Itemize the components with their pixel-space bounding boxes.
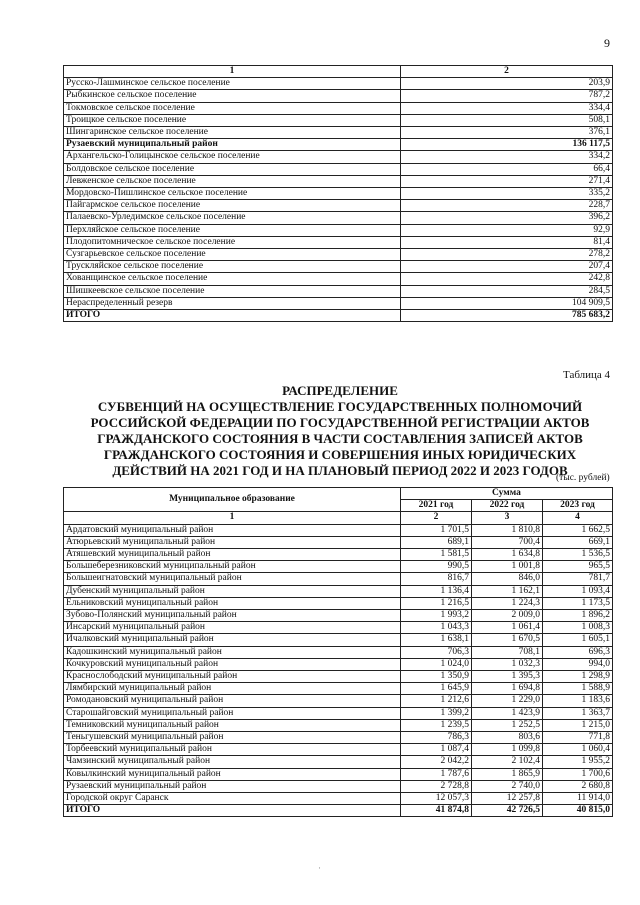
- column-number-2: 2: [401, 66, 613, 78]
- row-name: Троицкое сельское поселение: [64, 114, 401, 126]
- municipality-name: Ичалковский муниципальный район: [64, 634, 401, 646]
- value-2021: 1 239,5: [401, 719, 472, 731]
- value-2022: 1 032,3: [472, 658, 543, 670]
- row-value: 785 683,2: [401, 310, 613, 322]
- value-2021: 41 874,8: [401, 805, 472, 817]
- year-2021-header: 2021 год: [401, 500, 472, 512]
- title-line: РАСПРЕДЕЛЕНИЕ: [282, 383, 398, 398]
- allocation-table-continued: [63, 65, 613, 322]
- table-row: [64, 634, 613, 646]
- value-2021: 1 216,5: [401, 597, 472, 609]
- row-value: 334,4: [401, 102, 613, 114]
- table-row: [64, 573, 613, 585]
- value-2021: 706,3: [401, 646, 472, 658]
- value-2023: 771,8: [543, 732, 613, 744]
- value-2022: 1 423,9: [472, 707, 543, 719]
- title-line: СУБВЕНЦИЙ НА ОСУЩЕСТВЛЕНИЕ ГОСУДАРСТВЕННЫХ ПОЛНОМОЧИЙ: [97, 399, 583, 414]
- municipality-name: Большеигнатовский муниципальный район: [64, 573, 401, 585]
- table-row: [64, 285, 613, 297]
- table-row: [64, 768, 613, 780]
- value-2023: 1 700,6: [543, 768, 613, 780]
- table-row: [64, 719, 613, 731]
- table-row: [64, 200, 613, 212]
- row-name: ИТОГО: [64, 310, 401, 322]
- document-title: [60, 383, 620, 479]
- value-2021: 1 993,2: [401, 610, 472, 622]
- row-name: Сузгарьевское сельское поселение: [64, 249, 401, 261]
- row-value: 334,2: [401, 151, 613, 163]
- row-value: 278,2: [401, 249, 613, 261]
- row-name: Нераспределенный резерв: [64, 297, 401, 309]
- value-2021: 1 350,9: [401, 671, 472, 683]
- municipality-name: Большеберезниковский муниципальный район: [64, 561, 401, 573]
- table-row: [64, 646, 613, 658]
- value-2023: 1 093,4: [543, 585, 613, 597]
- value-2022: 42 726,5: [472, 805, 543, 817]
- row-value: 136 117,5: [401, 139, 613, 151]
- row-value: 787,2: [401, 90, 613, 102]
- title-line: ГРАЖДАНСКОГО СОСТОЯНИЯ В ЧАСТИ СОСТАВЛЕНИЯ ЗАПИСЕЙ АКТОВ: [97, 431, 583, 446]
- value-2023: 1 955,2: [543, 756, 613, 768]
- row-value: 271,4: [401, 175, 613, 187]
- row-name: Хованщинское сельское поселение: [64, 273, 401, 285]
- value-2021: 12 057,3: [401, 793, 472, 805]
- value-2022: 803,6: [472, 732, 543, 744]
- value-2022: 12 257,8: [472, 793, 543, 805]
- row-value: 242,8: [401, 273, 613, 285]
- table-row: [64, 188, 613, 200]
- value-2021: 2 042,2: [401, 756, 472, 768]
- table-row: [64, 297, 613, 309]
- scan-mark: ·: [318, 863, 321, 873]
- table-row: [64, 683, 613, 695]
- table-row: [64, 610, 613, 622]
- table-row: [64, 707, 613, 719]
- value-2023: 1 008,3: [543, 622, 613, 634]
- row-value: 92,9: [401, 224, 613, 236]
- value-2022: 1 001,8: [472, 561, 543, 573]
- year-2023-header: 2023 год: [543, 500, 613, 512]
- value-2023: 1 363,7: [543, 707, 613, 719]
- value-2022: 1 061,4: [472, 622, 543, 634]
- row-value: 284,5: [401, 285, 613, 297]
- row-name: Мордовско-Пишлинское сельское поселение: [64, 188, 401, 200]
- title-line: ГРАЖДАНСКОГО СОСТОЯНИЯ И СОВЕРШЕНИЯ ИНЫХ ЮРИДИЧЕСКИХ: [103, 447, 577, 462]
- table-row: [64, 744, 613, 756]
- table-row: [64, 139, 613, 151]
- value-2022: 1 810,8: [472, 524, 543, 536]
- value-2022: 1 252,5: [472, 719, 543, 731]
- table-row: [64, 658, 613, 670]
- municipality-name: Старошайговский муниципальный район: [64, 707, 401, 719]
- row-value: 104 909,5: [401, 297, 613, 309]
- municipality-name: Торбеевский муниципальный район: [64, 744, 401, 756]
- municipality-name: Ромодановский муниципальный район: [64, 695, 401, 707]
- title-line: РОССИЙСКОЙ ФЕДЕРАЦИИ ПО ГОСУДАРСТВЕННОЙ РЕГИСТРАЦИИ АКТОВ: [90, 415, 590, 430]
- value-2021: 1 399,2: [401, 707, 472, 719]
- subvention-distribution-table: [63, 487, 613, 817]
- table-row: [64, 127, 613, 139]
- value-2021: 689,1: [401, 536, 472, 548]
- column-number-3: 3: [472, 512, 543, 524]
- value-2023: 1 662,5: [543, 524, 613, 536]
- value-2023: 40 815,0: [543, 805, 613, 817]
- municipality-name: Чамзинский муниципальный район: [64, 756, 401, 768]
- municipality-column-header: Муниципальное образование: [64, 488, 401, 512]
- value-2022: 1 634,8: [472, 549, 543, 561]
- row-value: 207,4: [401, 261, 613, 273]
- row-name: Трускляйское сельское поселение: [64, 261, 401, 273]
- municipality-name: Лямбирский муниципальный район: [64, 683, 401, 695]
- value-2023: 1 173,5: [543, 597, 613, 609]
- value-2023: 696,3: [543, 646, 613, 658]
- row-value: 228,7: [401, 200, 613, 212]
- table-row: [64, 273, 613, 285]
- row-name: Перхляйское сельское поселение: [64, 224, 401, 236]
- value-2022: 700,4: [472, 536, 543, 548]
- table-row: [64, 793, 613, 805]
- value-2022: 1 224,3: [472, 597, 543, 609]
- value-2022: 1 099,8: [472, 744, 543, 756]
- municipality-name: Городской округ Саранск: [64, 793, 401, 805]
- municipality-name: Атюрьевский муниципальный район: [64, 536, 401, 548]
- table-row: [64, 224, 613, 236]
- value-2021: 1 638,1: [401, 634, 472, 646]
- row-value: 335,2: [401, 188, 613, 200]
- value-2021: 1 087,4: [401, 744, 472, 756]
- value-2023: 669,1: [543, 536, 613, 548]
- municipality-name: Ардатовский муниципальный район: [64, 524, 401, 536]
- value-2022: 2 009,0: [472, 610, 543, 622]
- column-number-2: 2: [401, 512, 472, 524]
- table-row: [64, 695, 613, 707]
- municipality-name: Атяшевский муниципальный район: [64, 549, 401, 561]
- value-2022: 1 670,5: [472, 634, 543, 646]
- value-2023: 11 914,0: [543, 793, 613, 805]
- value-2023: 1 298,9: [543, 671, 613, 683]
- value-2022: 2 102,4: [472, 756, 543, 768]
- value-2023: 994,0: [543, 658, 613, 670]
- row-name: Пайгармское сельское поселение: [64, 200, 401, 212]
- row-name: Русско-Лашминское сельское поселение: [64, 78, 401, 90]
- table-row: [64, 175, 613, 187]
- table-row: [64, 90, 613, 102]
- value-2021: 990,5: [401, 561, 472, 573]
- value-2023: 1 896,2: [543, 610, 613, 622]
- table-row: [64, 536, 613, 548]
- row-value: 81,4: [401, 236, 613, 248]
- municipality-name: Краснослободский муниципальный район: [64, 671, 401, 683]
- row-value: 396,2: [401, 212, 613, 224]
- table-row: [64, 102, 613, 114]
- row-name: Шишкеевское сельское поселение: [64, 285, 401, 297]
- value-2023: 1 183,6: [543, 695, 613, 707]
- value-2021: 1 787,6: [401, 768, 472, 780]
- value-2023: 1 605,1: [543, 634, 613, 646]
- value-2021: 1 043,3: [401, 622, 472, 634]
- column-number-1: 1: [64, 66, 401, 78]
- table-row: [64, 597, 613, 609]
- value-2022: 1 162,1: [472, 585, 543, 597]
- table-header-row: [64, 488, 613, 500]
- value-2022: 1 694,8: [472, 683, 543, 695]
- row-name: Плодопитомническое сельское поселение: [64, 236, 401, 248]
- municipality-name: Ковылкинский муниципальный район: [64, 768, 401, 780]
- table-row: [64, 671, 613, 683]
- table-row: [64, 163, 613, 175]
- row-name: Болдовское сельское поселение: [64, 163, 401, 175]
- table-header-row: [64, 66, 613, 78]
- table-row: [64, 585, 613, 597]
- page-number: 9: [604, 36, 610, 50]
- value-2023: 1 588,9: [543, 683, 613, 695]
- value-2023: 1 060,4: [543, 744, 613, 756]
- value-2022: 1 865,9: [472, 768, 543, 780]
- row-name: Левженское сельское поселение: [64, 175, 401, 187]
- municipality-name: Рузаевский муниципальный район: [64, 780, 401, 792]
- table-row: [64, 524, 613, 536]
- value-2023: 781,7: [543, 573, 613, 585]
- column-numbering-row: [64, 512, 613, 524]
- value-2022: 708,1: [472, 646, 543, 658]
- municipality-name: Дубенский муниципальный район: [64, 585, 401, 597]
- row-name: Рыбкинское сельское поселение: [64, 90, 401, 102]
- value-2023: 965,5: [543, 561, 613, 573]
- value-2021: 1 024,0: [401, 658, 472, 670]
- table-row: [64, 78, 613, 90]
- value-2021: 2 728,8: [401, 780, 472, 792]
- value-2022: 846,0: [472, 573, 543, 585]
- row-name: Рузаевский муниципальный район: [64, 139, 401, 151]
- value-2021: 1 136,4: [401, 585, 472, 597]
- value-2021: 1 645,9: [401, 683, 472, 695]
- year-2022-header: 2022 год: [472, 500, 543, 512]
- title-line: ДЕЙСТВИЙ НА 2021 ГОД И НА ПЛАНОВЫЙ ПЕРИОД 2022 И 2023 ГОДОВ: [112, 463, 568, 478]
- table-row: [64, 114, 613, 126]
- municipality-name: Теньгушевский муниципальный район: [64, 732, 401, 744]
- table-row: [64, 261, 613, 273]
- table-row: [64, 780, 613, 792]
- municipality-name: Кочкуровский муниципальный район: [64, 658, 401, 670]
- municipality-name: ИТОГО: [64, 805, 401, 817]
- row-value: 203,9: [401, 78, 613, 90]
- row-value: 376,1: [401, 127, 613, 139]
- municipality-name: Темниковский муниципальный район: [64, 719, 401, 731]
- sum-column-header: Сумма: [401, 488, 613, 500]
- value-2021: 786,3: [401, 732, 472, 744]
- table-row: [64, 212, 613, 224]
- municipality-name: Зубово-Полянский муниципальный район: [64, 610, 401, 622]
- table-row: [64, 249, 613, 261]
- value-2021: 1 212,6: [401, 695, 472, 707]
- row-name: Архангельско-Голицынское сельское поселение: [64, 151, 401, 163]
- municipality-name: Кадошкинский муниципальный район: [64, 646, 401, 658]
- value-2022: 1 395,3: [472, 671, 543, 683]
- row-name: Токмовское сельское поселение: [64, 102, 401, 114]
- value-2021: 816,7: [401, 573, 472, 585]
- table-row: [64, 236, 613, 248]
- value-2021: 1 581,5: [401, 549, 472, 561]
- table-row: [64, 805, 613, 817]
- municipality-name: Инсарский муниципальный район: [64, 622, 401, 634]
- value-2022: 2 740,0: [472, 780, 543, 792]
- table-row: [64, 151, 613, 163]
- value-2022: 1 229,0: [472, 695, 543, 707]
- column-number-4: 4: [543, 512, 613, 524]
- table-row: [64, 561, 613, 573]
- table-label: Таблица 4: [563, 369, 611, 381]
- value-2023: 2 680,8: [543, 780, 613, 792]
- table-row: [64, 549, 613, 561]
- municipality-name: Ельниковский муниципальный район: [64, 597, 401, 609]
- row-name: Палаевско-Урледимское сельское поселение: [64, 212, 401, 224]
- table-row: [64, 310, 613, 322]
- table-row: [64, 622, 613, 634]
- row-name: Шингаринское сельское поселение: [64, 127, 401, 139]
- value-2021: 1 701,5: [401, 524, 472, 536]
- table-row: [64, 732, 613, 744]
- row-value: 508,1: [401, 114, 613, 126]
- value-2023: 1 536,5: [543, 549, 613, 561]
- row-value: 66,4: [401, 163, 613, 175]
- units-label: (тыс. рублей): [556, 473, 610, 483]
- value-2023: 1 215,0: [543, 719, 613, 731]
- column-number-1: 1: [64, 512, 401, 524]
- table-row: [64, 756, 613, 768]
